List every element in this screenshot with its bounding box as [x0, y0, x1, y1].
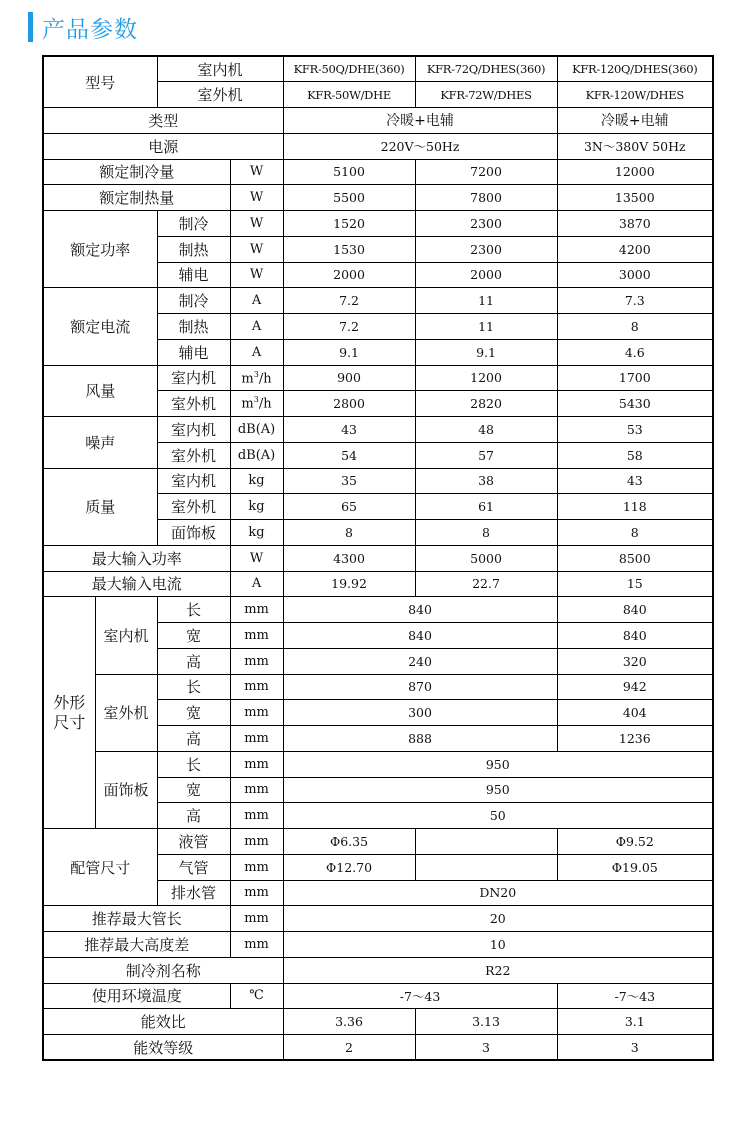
sub-label: 制热	[157, 314, 230, 340]
dimensions-label-line1: 外形	[53, 692, 86, 712]
table-row	[43, 829, 713, 855]
model-outdoor-1: KFR-50W/DHE	[283, 82, 415, 108]
rated-power-label: 额定功率	[43, 211, 157, 288]
unit-cell: mm	[230, 623, 283, 649]
value-cell: 9.1	[415, 339, 557, 365]
unit-sup: 3	[253, 369, 259, 379]
value-cell: 300	[283, 700, 557, 726]
value-cell: 48	[415, 417, 557, 443]
type-value-1: 冷暖+电辅	[283, 108, 557, 134]
unit-base: m	[241, 396, 254, 412]
sub-label: 辅电	[157, 339, 230, 365]
value-cell: 3000	[557, 262, 713, 288]
value-cell: 5500	[283, 185, 415, 211]
value-cell: 38	[415, 468, 557, 494]
value-cell: 3.13	[415, 1009, 557, 1035]
value-cell: R22	[283, 957, 713, 983]
sub-label: 面饰板	[157, 520, 230, 546]
value-cell: 22.7	[415, 571, 557, 597]
spec-table	[42, 55, 714, 1061]
unit-cell: kg	[230, 468, 283, 494]
unit-cell	[230, 365, 283, 391]
unit-cell: mm	[230, 674, 283, 700]
sub-label: 辅电	[157, 262, 230, 288]
value-cell: 35	[283, 468, 415, 494]
refrigerant-label: 制冷剂名称	[43, 957, 283, 983]
unit-cell: mm	[230, 829, 283, 855]
unit-cell: mm	[230, 726, 283, 752]
unit-cell: mm	[230, 932, 283, 958]
unit-cell: A	[230, 571, 283, 597]
pipe-label: 配管尺寸	[43, 829, 157, 906]
value-cell: 9.1	[283, 339, 415, 365]
sub-label: 室内机	[157, 468, 230, 494]
value-cell: 13500	[557, 185, 713, 211]
outdoor-label: 室外机	[157, 82, 283, 108]
page-title: 产品参数	[42, 16, 138, 43]
table-row	[43, 159, 713, 185]
model-outdoor-3: KFR-120W/DHES	[557, 82, 713, 108]
value-cell: 4.6	[557, 339, 713, 365]
unit-cell: A	[230, 339, 283, 365]
sub-label: 制冷	[157, 288, 230, 314]
unit-cell: dB(A)	[230, 417, 283, 443]
value-cell: 1700	[557, 365, 713, 391]
value-cell: 15	[557, 571, 713, 597]
value-cell: 7800	[415, 185, 557, 211]
sub-label: 室外机	[157, 494, 230, 520]
value-cell: 58	[557, 442, 713, 468]
sub-label: 液管	[157, 829, 230, 855]
value-cell: 3	[415, 1035, 557, 1061]
model-label: 型号	[43, 56, 157, 108]
unit-cell: mm	[230, 803, 283, 829]
table-row	[43, 932, 713, 958]
value-cell	[415, 829, 557, 855]
value-cell: 3.1	[557, 1009, 713, 1035]
value-cell: 50	[283, 803, 713, 829]
table-row	[43, 1009, 713, 1035]
table-row	[43, 906, 713, 932]
value-cell: 5430	[557, 391, 713, 417]
value-cell: 2300	[415, 236, 557, 262]
unit-cell: A	[230, 288, 283, 314]
table-row	[43, 417, 713, 443]
sub-label: 制冷	[157, 211, 230, 237]
accent-bar	[28, 12, 33, 42]
table-row	[43, 957, 713, 983]
value-cell: 65	[283, 494, 415, 520]
unit-cell: mm	[230, 597, 283, 623]
table-row	[43, 545, 713, 571]
max-height-diff-label: 推荐最大高度差	[43, 932, 230, 958]
sub-label: 室外机	[157, 391, 230, 417]
table-row	[43, 597, 713, 623]
model-indoor-3: KFR-120Q/DHES(360)	[557, 56, 713, 82]
energy-grade-label: 能效等级	[43, 1035, 283, 1061]
unit-cell: kg	[230, 494, 283, 520]
value-cell: 840	[557, 623, 713, 649]
sub-label: 室内机	[157, 365, 230, 391]
sub-label: 气管	[157, 854, 230, 880]
dimensions-label	[43, 597, 95, 829]
value-cell: 118	[557, 494, 713, 520]
value-cell: 1200	[415, 365, 557, 391]
model-indoor-1: KFR-50Q/DHE(360)	[283, 56, 415, 82]
unit-cell: mm	[230, 906, 283, 932]
value-cell: 12000	[557, 159, 713, 185]
value-cell: 5000	[415, 545, 557, 571]
unit-cell: mm	[230, 700, 283, 726]
value-cell: 8	[283, 520, 415, 546]
table-row	[43, 288, 713, 314]
airflow-label: 风量	[43, 365, 157, 417]
sub-label: 长	[157, 597, 230, 623]
value-cell: 2000	[415, 262, 557, 288]
value-cell: 5100	[283, 159, 415, 185]
sub-label: 室内机	[157, 417, 230, 443]
value-cell: 2000	[283, 262, 415, 288]
table-row	[43, 468, 713, 494]
value-cell: 840	[557, 597, 713, 623]
unit-cell: mm	[230, 777, 283, 803]
unit-cell: ℃	[230, 983, 283, 1009]
unit-cell	[230, 391, 283, 417]
sub-label: 室外机	[157, 442, 230, 468]
heat-cap-label: 额定制热量	[43, 185, 230, 211]
value-cell: 1236	[557, 726, 713, 752]
value-cell: 950	[283, 777, 713, 803]
type-label: 类型	[43, 108, 283, 134]
eer-label: 能效比	[43, 1009, 283, 1035]
value-cell: 43	[283, 417, 415, 443]
value-cell: 3870	[557, 211, 713, 237]
value-cell: 19.92	[283, 571, 415, 597]
value-cell: 43	[557, 468, 713, 494]
value-cell: 11	[415, 314, 557, 340]
table-row	[43, 674, 713, 700]
value-cell: Φ12.70	[283, 854, 415, 880]
value-cell: 2	[283, 1035, 415, 1061]
model-outdoor-2: KFR-72W/DHES	[415, 82, 557, 108]
unit-cell: kg	[230, 520, 283, 546]
value-cell: 320	[557, 648, 713, 674]
sub-label: 排水管	[157, 880, 230, 906]
sub-label: 高	[157, 803, 230, 829]
unit-cell: W	[230, 262, 283, 288]
table-row	[43, 108, 713, 134]
value-cell: 240	[283, 648, 557, 674]
model-indoor-2: KFR-72Q/DHES(360)	[415, 56, 557, 82]
unit-cell: mm	[230, 648, 283, 674]
cool-cap-label: 额定制冷量	[43, 159, 230, 185]
unit-tail: /h	[258, 371, 272, 387]
value-cell: 840	[283, 597, 557, 623]
value-cell: -7～43	[557, 983, 713, 1009]
value-cell: 10	[283, 932, 713, 958]
value-cell: 8	[415, 520, 557, 546]
noise-label: 噪声	[43, 417, 157, 469]
value-cell: 888	[283, 726, 557, 752]
type-value-2: 冷暖+电辅	[557, 108, 713, 134]
value-cell: Φ6.35	[283, 829, 415, 855]
unit-cell: mm	[230, 751, 283, 777]
value-cell: 7.2	[283, 314, 415, 340]
table-row	[43, 983, 713, 1009]
value-cell: 1520	[283, 211, 415, 237]
value-cell: 11	[415, 288, 557, 314]
unit-cell: A	[230, 314, 283, 340]
value-cell: 404	[557, 700, 713, 726]
value-cell: Φ19.05	[557, 854, 713, 880]
power-value-1: 220V～50Hz	[283, 133, 557, 159]
sub-label: 宽	[157, 700, 230, 726]
mass-label: 质量	[43, 468, 157, 545]
unit-sup: 3	[253, 395, 259, 405]
unit-cell: W	[230, 236, 283, 262]
value-cell: 900	[283, 365, 415, 391]
sub-label: 长	[157, 751, 230, 777]
sub-group-label: 室内机	[95, 597, 157, 674]
value-cell: 54	[283, 442, 415, 468]
value-cell: 20	[283, 906, 713, 932]
value-cell: 870	[283, 674, 557, 700]
dimensions-label-line2: 尺寸	[53, 712, 86, 732]
table-row	[43, 133, 713, 159]
value-cell: 7.3	[557, 288, 713, 314]
indoor-label: 室内机	[157, 56, 283, 82]
sub-label: 宽	[157, 777, 230, 803]
value-cell	[415, 854, 557, 880]
value-cell: 53	[557, 417, 713, 443]
table-row	[43, 185, 713, 211]
value-cell: 2800	[283, 391, 415, 417]
value-cell: 3.36	[283, 1009, 415, 1035]
unit-cell: mm	[230, 880, 283, 906]
value-cell: -7～43	[283, 983, 557, 1009]
env-temp-label: 使用环境温度	[43, 983, 230, 1009]
unit-cell: W	[230, 185, 283, 211]
unit-cell: W	[230, 159, 283, 185]
power-value-2: 3N～380V 50Hz	[557, 133, 713, 159]
section-header	[28, 10, 138, 44]
value-cell: 4200	[557, 236, 713, 262]
value-cell: 942	[557, 674, 713, 700]
unit-base: m	[241, 371, 254, 387]
max-pipe-length-label: 推荐最大管长	[43, 906, 230, 932]
value-cell: 840	[283, 623, 557, 649]
value-cell: 4300	[283, 545, 415, 571]
sub-label: 制热	[157, 236, 230, 262]
value-cell: DN20	[283, 880, 713, 906]
rated-current-label: 额定电流	[43, 288, 157, 365]
value-cell: 61	[415, 494, 557, 520]
sub-label: 高	[157, 648, 230, 674]
value-cell: 3	[557, 1035, 713, 1061]
unit-cell: W	[230, 211, 283, 237]
value-cell: 8	[557, 520, 713, 546]
value-cell: Φ9.52	[557, 829, 713, 855]
unit-tail: /h	[258, 396, 272, 412]
sub-label: 宽	[157, 623, 230, 649]
sub-label: 长	[157, 674, 230, 700]
sub-group-label: 室外机	[95, 674, 157, 751]
table-row	[43, 751, 713, 777]
table-row	[43, 211, 713, 237]
value-cell: 57	[415, 442, 557, 468]
unit-cell: mm	[230, 854, 283, 880]
max-current-label: 最大输入电流	[43, 571, 230, 597]
max-power-label: 最大输入功率	[43, 545, 230, 571]
value-cell: 8500	[557, 545, 713, 571]
value-cell: 2300	[415, 211, 557, 237]
table-row	[43, 1035, 713, 1061]
value-cell: 7200	[415, 159, 557, 185]
value-cell: 950	[283, 751, 713, 777]
power-label: 电源	[43, 133, 283, 159]
sub-group-label: 面饰板	[95, 751, 157, 828]
table-row	[43, 365, 713, 391]
unit-cell: W	[230, 545, 283, 571]
value-cell: 1530	[283, 236, 415, 262]
value-cell: 7.2	[283, 288, 415, 314]
value-cell: 2820	[415, 391, 557, 417]
unit-cell: dB(A)	[230, 442, 283, 468]
table-row	[43, 571, 713, 597]
value-cell: 8	[557, 314, 713, 340]
table-row	[43, 56, 713, 82]
sub-label: 高	[157, 726, 230, 752]
